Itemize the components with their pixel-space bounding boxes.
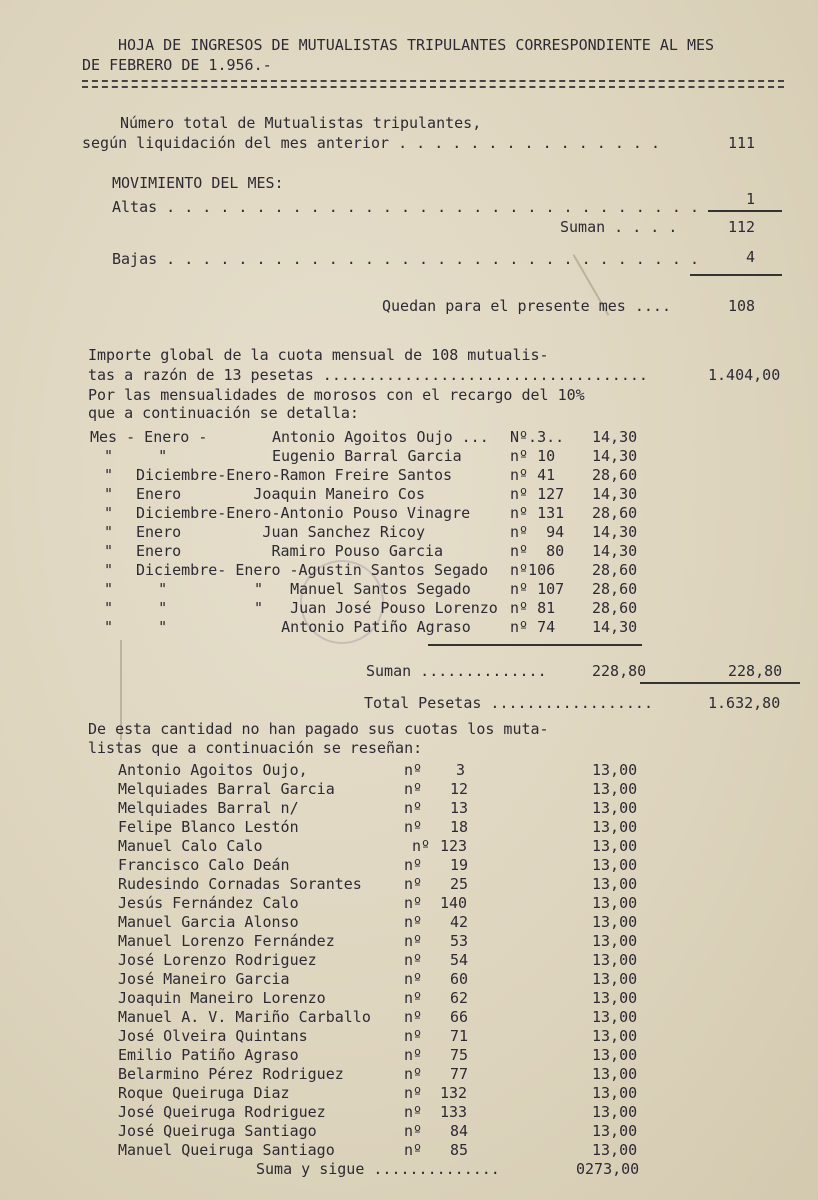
moroso-month: " " <box>104 599 168 617</box>
moroso-amount: 14,30 <box>592 428 638 446</box>
moroso-number: nº 127 <box>510 485 565 503</box>
unpaid-number: 60 <box>450 970 469 988</box>
unpaid-number: 75 <box>450 1046 469 1064</box>
total-value: 1.632,80 <box>708 694 781 712</box>
unpaid-amount: 13,00 <box>592 1084 638 1102</box>
unpaid-nlabel: nº <box>404 970 423 988</box>
moroso-number: nº 81 <box>510 599 556 617</box>
bajas-value: 4 <box>746 248 756 266</box>
moroso-amount: 14,30 <box>592 542 638 560</box>
moroso-name: " Manuel Santos Segado <box>254 580 471 598</box>
moroso-month: " " <box>104 447 168 465</box>
unpaid-nlabel: nº <box>404 951 423 969</box>
unpaid-nlabel: nº <box>412 837 431 855</box>
moroso-month: " <box>104 523 114 541</box>
unpaid-intro-line1: De esta cantidad no han pagado sus cuotas los muta- <box>88 720 549 738</box>
unpaid-name: Melquiades Barral n/ <box>118 799 299 817</box>
unpaid-nlabel: nº <box>404 1103 423 1121</box>
quedan-value: 108 <box>728 297 756 315</box>
unpaid-name: Manuel Queiruga Santiago <box>118 1141 335 1159</box>
moroso-number: nº 107 <box>510 580 565 598</box>
unpaid-intro-line2: listas que a continuación se reseñan: <box>88 739 423 757</box>
moroso-month: " <box>104 542 114 560</box>
unpaid-amount: 13,00 <box>592 1046 638 1064</box>
unpaid-name: Manuel Lorenzo Fernández <box>118 932 335 950</box>
unpaid-amount: 13,00 <box>592 761 638 779</box>
unpaid-number: 42 <box>450 913 469 931</box>
morosos-underline <box>428 644 642 646</box>
suman-label: Suman . . . . <box>560 218 678 236</box>
unpaid-name: Antonio Agoitos Oujo, <box>118 761 308 779</box>
unpaid-amount: 13,00 <box>592 970 638 988</box>
unpaid-name: Belarmino Pérez Rodriguez <box>118 1065 344 1083</box>
unpaid-name: Roque Queiruga Diaz <box>118 1084 290 1102</box>
moroso-number: nº106 <box>510 561 556 579</box>
header-separator <box>82 80 784 88</box>
moroso-amount: 28,60 <box>592 504 638 522</box>
unpaid-name: Manuel A. V. Mariño Carballo <box>118 1008 371 1026</box>
unpaid-name: Jesús Fernández Calo <box>118 894 299 912</box>
total-members-line1: Número total de Mutualistas tripulantes, <box>120 114 482 132</box>
total-members-value: 111 <box>728 134 756 152</box>
unpaid-number: 132 <box>440 1084 468 1102</box>
unpaid-name: José Queiruga Rodriguez <box>118 1103 326 1121</box>
unpaid-nlabel: nº <box>404 1141 423 1159</box>
unpaid-name: Manuel Garcia Alonso <box>118 913 299 931</box>
unpaid-number: 71 <box>450 1027 469 1045</box>
unpaid-amount: 13,00 <box>592 1103 638 1121</box>
unpaid-nlabel: nº <box>404 894 423 912</box>
unpaid-nlabel: nº <box>404 1065 423 1083</box>
unpaid-nlabel: nº <box>404 780 423 798</box>
unpaid-nlabel: nº <box>404 989 423 1007</box>
unpaid-nlabel: nº <box>404 818 423 836</box>
unpaid-amount: 13,00 <box>592 1065 638 1083</box>
altas-underline <box>708 210 782 212</box>
unpaid-name: José Lorenzo Rodriguez <box>118 951 317 969</box>
importe-line4: que a continuación se detalla: <box>88 404 359 422</box>
unpaid-amount: 13,00 <box>592 951 638 969</box>
moroso-number: nº 94 <box>510 523 565 541</box>
moroso-number: nº 131 <box>510 504 565 522</box>
moroso-month: " " <box>104 580 168 598</box>
unpaid-name: Rudesindo Cornadas Sorantes <box>118 875 362 893</box>
moroso-amount: 14,30 <box>592 618 638 636</box>
unpaid-number: 133 <box>440 1103 468 1121</box>
footer-suma-label: Suma y sigue .............. <box>256 1160 500 1178</box>
unpaid-amount: 13,00 <box>592 1141 638 1159</box>
moroso-month: " " <box>104 618 168 636</box>
moroso-amount: 14,30 <box>592 485 638 503</box>
unpaid-number: 123 <box>440 837 468 855</box>
moroso-name: " Juan José Pouso Lorenzo <box>254 599 498 617</box>
importe-line2: tas a razón de 13 pesetas .................................... <box>88 366 648 384</box>
unpaid-amount: 13,00 <box>592 837 638 855</box>
movement-title: MOVIMIENTO DEL MES: <box>112 174 284 192</box>
bajas-underline <box>690 274 782 276</box>
altas-label: Altas . . . . . . . . . . . . . . . . . . . . . . . . . . . . . . <box>112 198 699 216</box>
moroso-name: Eugenio Barral Garcia <box>272 447 462 465</box>
moroso-name: Antonio Agoitos Oujo ... <box>272 428 489 446</box>
moroso-month: " <box>104 466 114 484</box>
suman-value: 112 <box>728 218 756 236</box>
morosos-suman-label: Suman .............. <box>366 662 547 680</box>
unpaid-amount: 13,00 <box>592 989 638 1007</box>
unpaid-number: 13 <box>450 799 469 817</box>
moroso-month: " <box>104 485 114 503</box>
unpaid-amount: 13,00 <box>592 818 638 836</box>
total-members-line2: según liquidación del mes anterior . . . . . . . . . . . . . . . <box>82 134 660 152</box>
unpaid-number: 77 <box>450 1065 469 1083</box>
unpaid-nlabel: nº <box>404 1122 423 1140</box>
header-title-line1: HOJA DE INGRESOS DE MUTUALISTAS TRIPULANTES CORRESPONDIENTE AL MES <box>118 36 715 54</box>
unpaid-number: 53 <box>450 932 469 950</box>
moroso-number: nº 41 <box>510 466 556 484</box>
moroso-number: nº 80 <box>510 542 565 560</box>
bajas-label: Bajas . . . . . . . . . . . . . . . . . . . . . . . . . . . . . . <box>112 250 699 268</box>
unpaid-amount: 13,00 <box>592 780 638 798</box>
unpaid-nlabel: nº <box>404 1008 423 1026</box>
moroso-amount: 28,60 <box>592 466 638 484</box>
unpaid-amount: 13,00 <box>592 799 638 817</box>
moroso-month: " <box>104 561 114 579</box>
moroso-name: Diciembre-Enero-Ramon Freire Santos <box>136 466 453 484</box>
unpaid-name: Joaquin Maneiro Lorenzo <box>118 989 326 1007</box>
moroso-name: Antonio Patiño Agraso <box>236 618 471 636</box>
moroso-amount: 28,60 <box>592 580 638 598</box>
unpaid-number: 19 <box>450 856 469 874</box>
unpaid-nlabel: nº <box>404 761 423 779</box>
unpaid-name: Emilio Patiño Agraso <box>118 1046 299 1064</box>
moroso-name: Diciembre- Enero -Agustin Santos Segado <box>136 561 489 579</box>
moroso-month: Mes - Enero - <box>90 428 208 446</box>
morosos-suman-value: 228,80 <box>592 662 647 680</box>
unpaid-nlabel: nº <box>404 1027 423 1045</box>
unpaid-number: 54 <box>450 951 469 969</box>
moroso-amount: 14,30 <box>592 447 638 465</box>
unpaid-number: 85 <box>450 1141 469 1159</box>
morosos-suman-value-right: 228,80 <box>728 662 783 680</box>
unpaid-name: José Queiruga Santiago <box>118 1122 317 1140</box>
unpaid-amount: 13,00 <box>592 913 638 931</box>
unpaid-name: Francisco Calo Deán <box>118 856 290 874</box>
unpaid-amount: 13,00 <box>592 932 638 950</box>
moroso-name: Enero Ramiro Pouso Garcia <box>136 542 444 560</box>
moroso-month: " <box>104 504 114 522</box>
unpaid-nlabel: nº <box>404 932 423 950</box>
unpaid-amount: 13,00 <box>592 1008 638 1026</box>
unpaid-number: 140 <box>440 894 468 912</box>
importe-line3: Por las mensualidades de morosos con el recargo del 10% <box>88 386 585 404</box>
unpaid-amount: 13,00 <box>592 856 638 874</box>
moroso-amount: 14,30 <box>592 523 638 541</box>
total-underline <box>640 682 800 684</box>
moroso-name: Enero Joaquin Maneiro Cos <box>136 485 425 503</box>
unpaid-name: José Olveira Quintans <box>118 1027 308 1045</box>
footer-suma-value: 0273,00 <box>576 1160 640 1178</box>
moroso-amount: 28,60 <box>592 561 638 579</box>
quedan-label: Quedan para el presente mes .... <box>382 297 671 315</box>
unpaid-nlabel: nº <box>404 856 423 874</box>
unpaid-number: 3 <box>456 761 466 779</box>
unpaid-amount: 13,00 <box>592 1027 638 1045</box>
moroso-number: nº 10 <box>510 447 556 465</box>
unpaid-nlabel: nº <box>404 799 423 817</box>
moroso-name: Enero Juan Sanchez Ricoy <box>136 523 425 541</box>
altas-value: 1 <box>746 190 756 208</box>
unpaid-number: 62 <box>450 989 469 1007</box>
unpaid-number: 66 <box>450 1008 469 1026</box>
moroso-number: Nº.3.. <box>510 428 565 446</box>
unpaid-name: Melquiades Barral Garcia <box>118 780 335 798</box>
unpaid-number: 84 <box>450 1122 469 1140</box>
unpaid-amount: 13,00 <box>592 1122 638 1140</box>
total-label: Total Pesetas .................. <box>364 694 653 712</box>
unpaid-amount: 13,00 <box>592 875 638 893</box>
unpaid-amount: 13,00 <box>592 894 638 912</box>
moroso-amount: 28,60 <box>592 599 638 617</box>
importe-value: 1.404,00 <box>708 366 781 384</box>
unpaid-number: 12 <box>450 780 469 798</box>
unpaid-nlabel: nº <box>404 913 423 931</box>
unpaid-nlabel: nº <box>404 1084 423 1102</box>
unpaid-nlabel: nº <box>404 875 423 893</box>
unpaid-name: José Maneiro Garcia <box>118 970 290 988</box>
importe-line1: Importe global de la cuota mensual de 108 mutualis- <box>88 346 549 364</box>
unpaid-name: Felipe Blanco Lestón <box>118 818 299 836</box>
moroso-number: nº 74 <box>510 618 556 636</box>
unpaid-number: 18 <box>450 818 469 836</box>
moroso-name: Diciembre-Enero-Antonio Pouso Vinagre <box>136 504 471 522</box>
unpaid-name: Manuel Calo Calo <box>118 837 263 855</box>
header-title-line2: DE FEBRERO DE 1.956.- <box>82 56 272 74</box>
unpaid-nlabel: nº <box>404 1046 423 1064</box>
unpaid-number: 25 <box>450 875 469 893</box>
